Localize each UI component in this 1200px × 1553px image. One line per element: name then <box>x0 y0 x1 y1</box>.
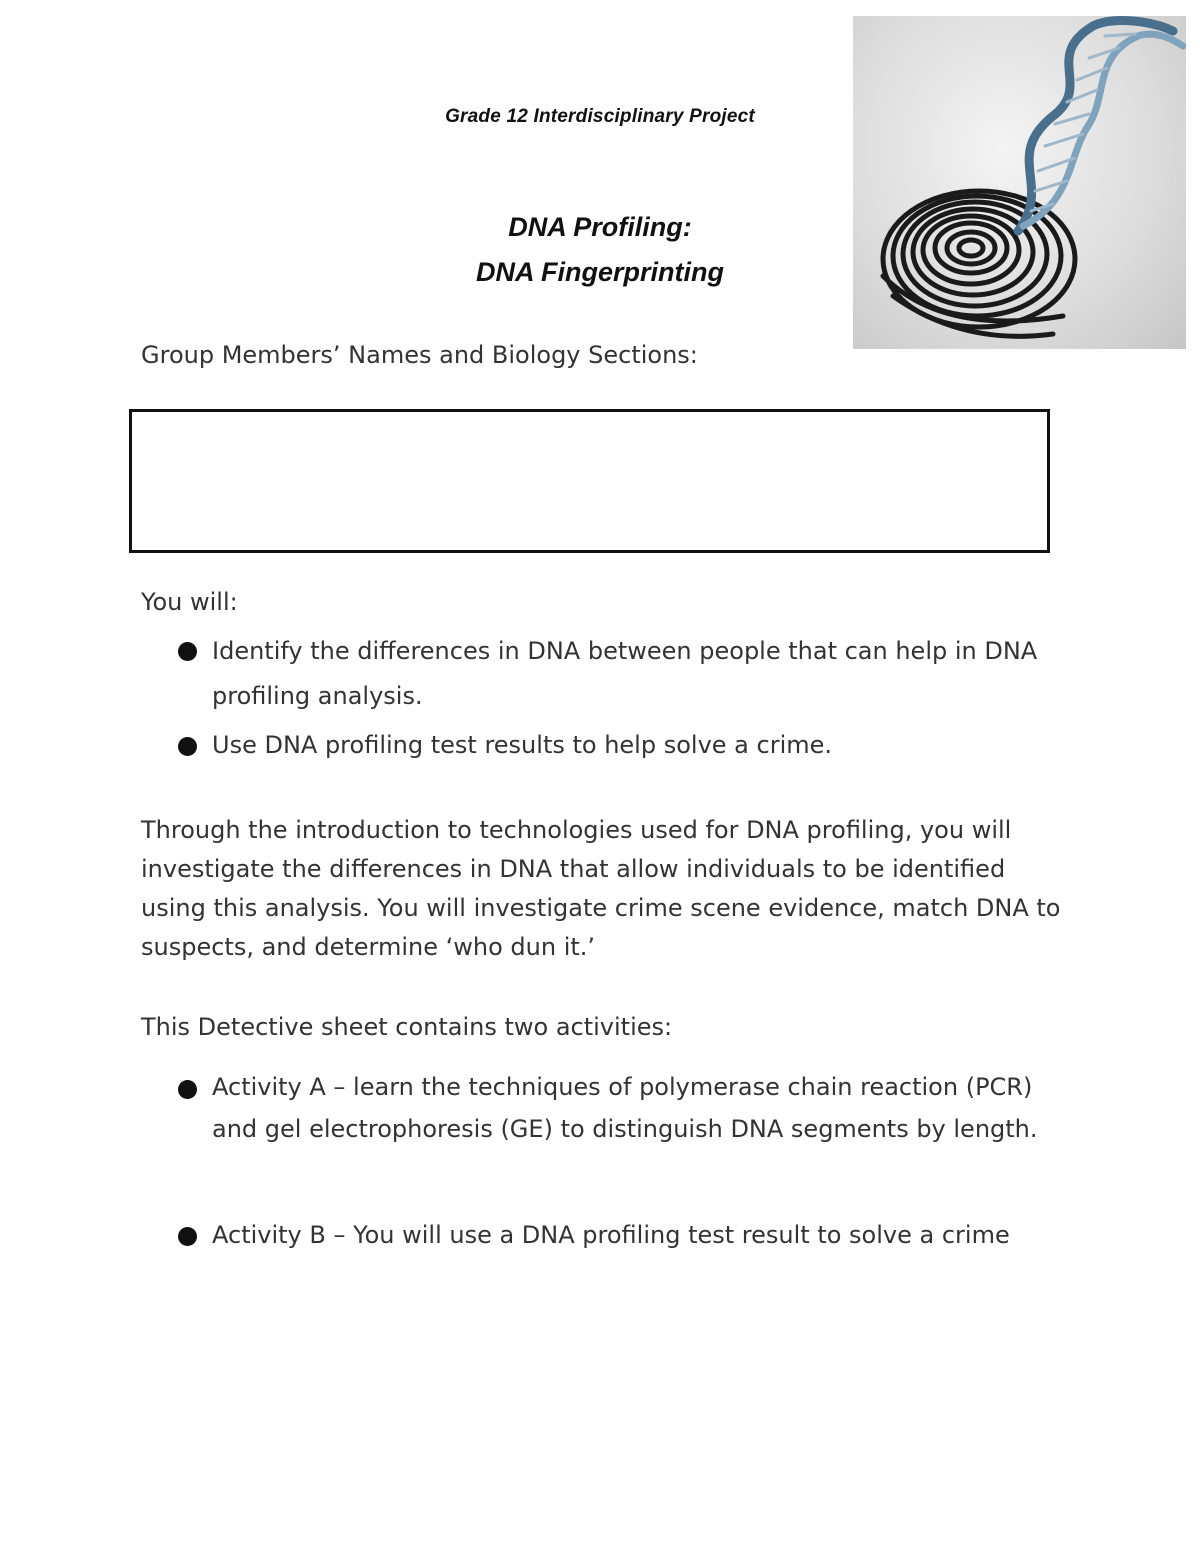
project-label: Grade 12 Interdisciplinary Project <box>445 106 755 127</box>
title-line-2: DNA Fingerprinting <box>476 257 724 287</box>
activity-text: Activity A – learn the techniques of polymerase chain reaction (PCR) and gel electrophoresis (GE) to distinguish DNA segments by length. <box>212 1073 1038 1143</box>
bullet-icon <box>178 1080 197 1099</box>
objective-text: Identify the differences in DNA between people that can help in DNA profiling analysis. <box>212 637 1038 710</box>
activity-text: Activity B – You will use a DNA profiling test result to solve a crime <box>212 1221 1010 1249</box>
title-line-1: DNA Profiling: <box>508 212 692 242</box>
dna-fingerprint-image <box>853 16 1186 349</box>
bullet-icon <box>178 737 197 756</box>
bullet-icon <box>178 642 197 661</box>
group-names-field[interactable] <box>129 409 1050 553</box>
group-members-label: Group Members’ Names and Biology Sections: <box>141 341 698 369</box>
bullet-icon <box>178 1227 197 1246</box>
activities-label: This Detective sheet contains two activities: <box>141 1013 673 1041</box>
objectives-label: You will: <box>141 588 238 616</box>
objective-text: Use DNA profiling test results to help solve a crime. <box>212 731 833 759</box>
intro-paragraph: Through the introduction to technologies used for DNA profiling, you will investigate the differences in DNA that allow individuals to be identified using this analysis. You will investigate crime scene evidence, match DNA to suspects, and determine ‘who dun it.’ <box>141 816 1061 961</box>
